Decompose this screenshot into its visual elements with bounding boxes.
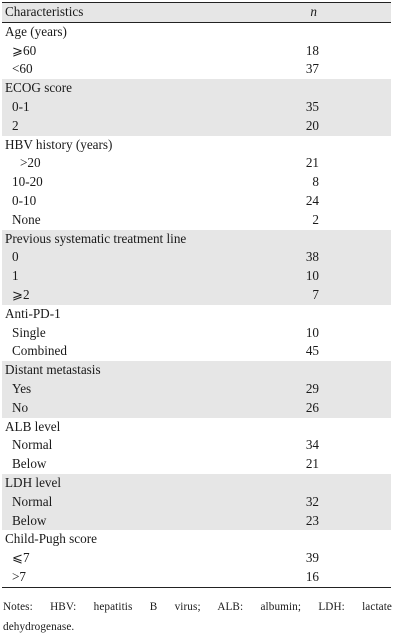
row-value: 20 [305,117,319,133]
row-label: >20 [20,155,41,171]
row-value: 10 [305,268,319,284]
characteristics-table [2,2,391,588]
group-row-distant-metastasis [2,361,391,380]
header-characteristics: Characteristics [2,3,282,23]
row-value: 38 [305,249,319,265]
row-value: 39 [305,550,319,566]
row-label: >7 [2,568,282,587]
row-label: <60 [12,61,33,77]
table-row [2,512,391,531]
table-row [2,98,391,117]
table-row [2,173,391,192]
notes-line-1: Notes: HBV: hepatitis B virus; ALB: albumin; LDH: lactate [3,601,392,613]
row-label: Single [12,324,46,340]
row-label: None [12,211,41,227]
row-value: 26 [305,399,319,415]
row-value: 21 [305,456,319,472]
row-value: 23 [305,512,319,528]
row-label: No [12,399,29,415]
row-label: Normal [12,437,53,453]
table-row [2,267,391,286]
table-row [2,154,391,173]
group-title: ECOG score [5,80,73,96]
group-title: Previous systematic treatment line [5,230,187,246]
table-row [2,399,391,418]
table-row [2,211,391,230]
row-label: 0-10 [12,192,37,208]
row-value: 24 [305,192,319,208]
table-row [2,380,391,399]
table-row [2,455,391,474]
row-label: 10-20 [12,174,43,190]
row-value: 8 [312,174,319,190]
table-notes [3,597,392,637]
row-label: Normal [12,493,53,509]
table-row [2,60,391,79]
group-row-age [2,22,391,41]
group-row-anti-pd1 [2,305,391,324]
group-title: Anti-PD-1 [5,305,61,321]
group-row-ldh [2,474,391,493]
table-row [2,117,391,136]
group-title: Age (years) [5,23,67,39]
row-value: 34 [305,437,319,453]
table-header-row [2,3,391,23]
group-row-ecog [2,79,391,98]
row-value: 32 [305,493,319,509]
table-row [2,549,391,568]
table-row [2,493,391,512]
row-value: 18 [305,42,319,58]
row-value: 29 [305,380,319,396]
row-label: 0-1 [12,98,30,114]
table-row [2,324,391,343]
group-title: Distant metastasis [5,362,101,378]
group-title: HBV history (years) [5,136,113,152]
group-title: ALB level [5,418,61,434]
group-row-child-pugh [2,530,391,549]
table-row [2,568,391,587]
table-row [2,286,391,305]
row-value: 16 [282,568,391,587]
row-value: 45 [305,343,319,359]
row-label: Below [12,456,47,472]
row-label: ⩾2 [12,286,30,302]
table-row [2,436,391,455]
table-row [2,42,391,61]
group-title: LDH level [5,474,62,490]
row-value: 10 [305,324,319,340]
row-label: ⩽7 [12,550,30,566]
group-row-hbv [2,136,391,155]
group-row-previous-treatment [2,230,391,249]
row-value: 35 [305,98,319,114]
table-row [2,248,391,267]
group-row-alb [2,418,391,437]
table-row [2,192,391,211]
row-value: 2 [312,211,319,227]
group-title: Child-Pugh score [5,531,97,547]
row-label: 1 [12,268,19,284]
table-row [2,342,391,361]
notes-line-2: dehydrogenase. [3,621,75,633]
row-label: 2 [12,117,19,133]
row-value: 37 [305,61,319,77]
row-label: Yes [12,380,32,396]
row-value: 21 [305,155,319,171]
header-n: n [282,3,391,23]
row-label: Combined [12,343,67,359]
row-value: 7 [312,286,319,302]
row-label: ⩾60 [12,42,37,58]
row-label: Below [12,512,47,528]
row-label: 0 [12,249,19,265]
